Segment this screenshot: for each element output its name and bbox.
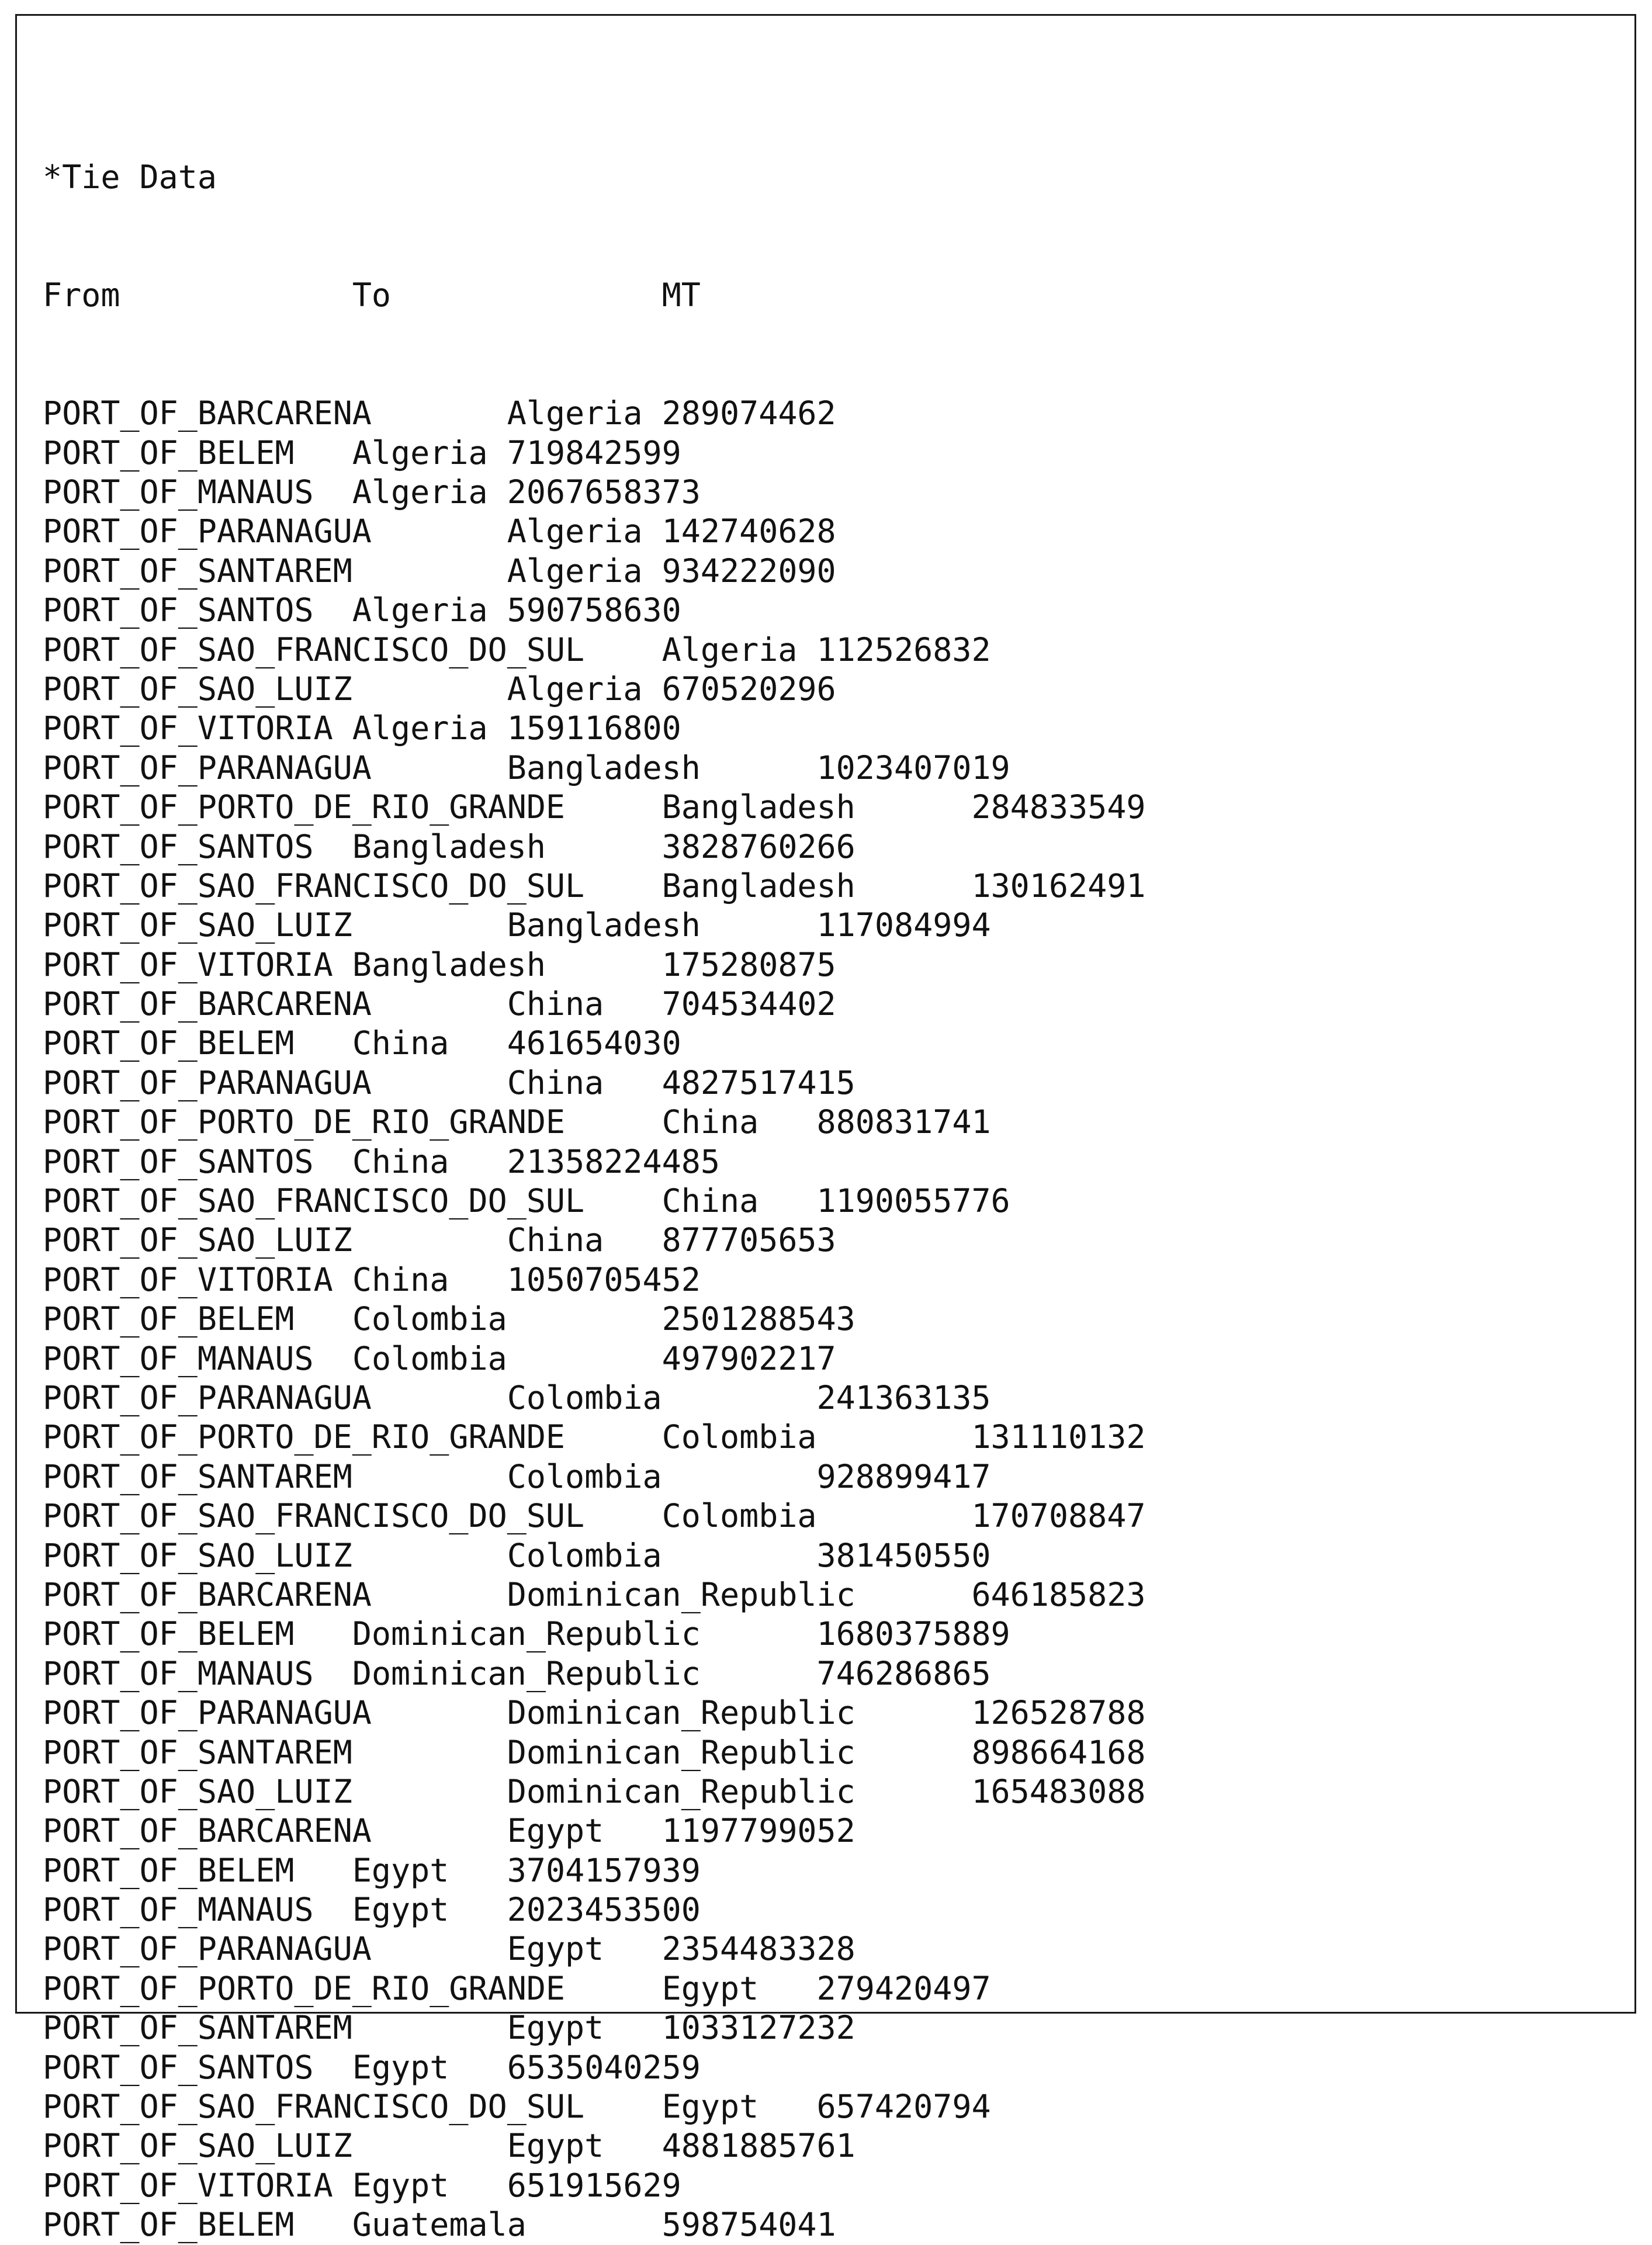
tie-row: [43, 630, 1145, 670]
tie-from-port: PORT_OF_SAO_LUIZ: [43, 1221, 352, 1259]
tie-from-port: PORT_OF_BELEM: [43, 1615, 295, 1653]
tie-mt-value: 880831741: [816, 1103, 991, 1141]
tie-from-port: PORT_OF_SAO_FRANCISCO_DO_SUL: [43, 1497, 585, 1535]
tie-mt-value: 1050705452: [507, 1260, 701, 1298]
tie-to-country: China: [352, 1260, 449, 1298]
tie-row: [43, 2087, 1145, 2126]
column-header-from: From: [43, 276, 120, 314]
tie-row: [43, 827, 1145, 867]
tie-from-port: PORT_OF_SANTAREM: [43, 1457, 352, 1495]
tie-row: [43, 1024, 1145, 1063]
tie-mt-value: 130162491: [971, 867, 1146, 905]
tie-to-country: China: [507, 1063, 604, 1101]
tie-mt-value: 21358224485: [507, 1142, 720, 1180]
tie-mt-value: 279420497: [816, 1969, 991, 2007]
tie-to-country: China: [662, 1182, 759, 1220]
tie-row: [43, 1733, 1145, 1772]
tie-to-country: Egypt: [507, 1930, 604, 1968]
tie-to-country: China: [352, 1024, 449, 1062]
tie-row: [43, 552, 1145, 591]
tie-row: [43, 1575, 1145, 1615]
tie-from-port: PORT_OF_VITORIA: [43, 709, 333, 747]
tie-mt-value: 461654030: [507, 1024, 681, 1062]
tie-row: [43, 1378, 1145, 1418]
tie-row: [43, 788, 1145, 827]
tie-mt-value: 131110132: [971, 1418, 1146, 1456]
tie-mt-value: 142740628: [662, 512, 836, 550]
tie-from-port: PORT_OF_SAO_LUIZ: [43, 1536, 352, 1574]
tie-row: [43, 434, 1145, 473]
tie-mt-value: 2354483328: [662, 1930, 856, 1968]
tie-to-country: Egypt: [662, 1969, 759, 2007]
tie-from-port: PORT_OF_BARCARENA: [43, 1812, 372, 1850]
column-header-row: [43, 276, 1145, 315]
tie-mt-value: 170708847: [971, 1497, 1146, 1535]
tie-from-port: PORT_OF_PARANAGUA: [43, 1378, 372, 1416]
tie-from-port: PORT_OF_PORTO_DE_RIO_GRANDE: [43, 788, 566, 826]
tie-mt-value: 4827517415: [662, 1063, 856, 1101]
tie-from-port: PORT_OF_SAO_LUIZ: [43, 670, 352, 708]
tie-from-port: PORT_OF_SAO_FRANCISCO_DO_SUL: [43, 630, 585, 668]
tie-from-port: PORT_OF_BELEM: [43, 1851, 295, 1889]
tie-from-port: PORT_OF_SAO_LUIZ: [43, 906, 352, 944]
tie-row: [43, 1496, 1145, 1536]
tie-mt-value: 719842599: [507, 434, 681, 472]
tie-row: [43, 945, 1145, 985]
tie-mt-value: 590758630: [507, 591, 681, 629]
column-header-mt: MT: [662, 276, 701, 314]
tie-from-port: PORT_OF_BELEM: [43, 1024, 295, 1062]
tie-to-country: Algeria: [352, 591, 488, 629]
tie-mt-value: 598754041: [662, 2206, 836, 2244]
tie-row: [43, 867, 1145, 906]
tie-row: [43, 2205, 1145, 2244]
tie-to-country: Algeria: [352, 709, 488, 747]
tie-row: [43, 1103, 1145, 1142]
tie-row: [43, 473, 1145, 512]
tie-row: [43, 1851, 1145, 1890]
tie-row: [43, 2048, 1145, 2087]
tie-to-country: Colombia: [662, 1497, 817, 1535]
tie-from-port: PORT_OF_MANAUS: [43, 1891, 314, 1929]
tie-to-country: Colombia: [352, 1339, 507, 1377]
tie-from-port: PORT_OF_VITORIA: [43, 945, 333, 983]
tie-mt-value: 651915629: [507, 2166, 681, 2204]
tie-to-country: Algeria: [352, 434, 488, 472]
tie-to-country: Algeria: [507, 552, 643, 590]
tie-to-country: Egypt: [662, 2088, 759, 2126]
tie-row: [43, 1654, 1145, 1693]
tie-to-country: Bangladesh: [507, 906, 701, 944]
tie-from-port: PORT_OF_SAO_FRANCISCO_DO_SUL: [43, 2088, 585, 2126]
tie-from-port: PORT_OF_SANTOS: [43, 827, 314, 865]
tie-from-port: PORT_OF_PORTO_DE_RIO_GRANDE: [43, 1969, 566, 2007]
tie-to-country: Algeria: [352, 473, 488, 511]
tie-mt-value: 284833549: [971, 788, 1146, 826]
tie-to-country: Colombia: [507, 1378, 662, 1416]
tie-row: [43, 512, 1145, 551]
tie-row: [43, 906, 1145, 945]
tie-mt-value: 1023407019: [816, 749, 1010, 787]
tie-from-port: PORT_OF_SANTAREM: [43, 1733, 352, 1771]
tie-row: [43, 1615, 1145, 1654]
tie-to-country: Bangladesh: [507, 749, 701, 787]
tie-to-country: Algeria: [507, 670, 643, 708]
tie-mt-value: 165483088: [971, 1772, 1146, 1810]
tie-row: [43, 1929, 1145, 1969]
tie-mt-value: 117084994: [816, 906, 991, 944]
tie-to-country: Colombia: [662, 1418, 817, 1456]
tie-to-country: Dominican_Republic: [352, 1615, 701, 1653]
tie-row: [43, 1221, 1145, 1260]
tie-mt-value: 877705653: [662, 1221, 836, 1259]
tie-to-country: Colombia: [352, 1300, 507, 1338]
tie-mt-value: 704534402: [662, 985, 836, 1023]
tie-from-port: PORT_OF_SANTOS: [43, 591, 314, 629]
tie-mt-value: 497902217: [662, 1339, 836, 1377]
tie-row: [43, 1339, 1145, 1378]
tie-from-port: PORT_OF_PORTO_DE_RIO_GRANDE: [43, 1103, 566, 1141]
tie-row: [43, 1811, 1145, 1851]
tie-row: [43, 1457, 1145, 1496]
tie-row: [43, 1890, 1145, 1929]
tie-from-port: PORT_OF_PORTO_DE_RIO_GRANDE: [43, 1418, 566, 1456]
tie-mt-value: 657420794: [816, 2088, 991, 2126]
tie-to-country: Dominican_Republic: [507, 1772, 856, 1810]
tie-from-port: PORT_OF_BARCARENA: [43, 1575, 372, 1613]
tie-from-port: PORT_OF_SANTOS: [43, 1142, 314, 1180]
tie-mt-value: 1197799052: [662, 1812, 856, 1850]
tie-to-country: China: [507, 985, 604, 1023]
tie-from-port: PORT_OF_BELEM: [43, 1300, 295, 1338]
tie-from-port: PORT_OF_SANTAREM: [43, 552, 352, 590]
tie-from-port: PORT_OF_MANAUS: [43, 1339, 314, 1377]
tie-from-port: PORT_OF_PARANAGUA: [43, 749, 372, 787]
tie-mt-value: 646185823: [971, 1575, 1146, 1613]
tie-to-country: Bangladesh: [662, 867, 856, 905]
tie-mt-value: 746286865: [816, 1654, 991, 1692]
tie-to-country: Egypt: [352, 2166, 449, 2204]
tie-row: [43, 670, 1145, 709]
tie-to-country: Colombia: [507, 1536, 662, 1574]
tie-from-port: PORT_OF_BARCARENA: [43, 394, 372, 432]
tie-to-country: Algeria: [507, 394, 643, 432]
tie-mt-value: 381450550: [816, 1536, 991, 1574]
tie-to-country: China: [352, 1142, 449, 1180]
tie-from-port: PORT_OF_SAO_LUIZ: [43, 2127, 352, 2165]
tie-mt-value: 1033127232: [662, 2009, 856, 2047]
tie-from-port: PORT_OF_BELEM: [43, 2206, 295, 2244]
tie-mt-value: 928899417: [816, 1457, 991, 1495]
tie-row: [43, 2166, 1145, 2205]
tie-mt-value: 1190055776: [816, 1182, 1010, 1220]
tie-row: [43, 1418, 1145, 1457]
tie-from-port: PORT_OF_PARANAGUA: [43, 1063, 372, 1101]
tie-mt-value: 898664168: [971, 1733, 1146, 1771]
tie-mt-value: 670520296: [662, 670, 836, 708]
tie-mt-value: 241363135: [816, 1378, 991, 1416]
tie-to-country: China: [507, 1221, 604, 1259]
document-frame: [15, 14, 1636, 2244]
tie-row: [43, 1772, 1145, 1811]
tie-row: [43, 591, 1145, 630]
tie-data-listing: [43, 79, 1145, 2245]
tie-mt-value: 2067658373: [507, 473, 701, 511]
tie-from-port: PORT_OF_SAO_FRANCISCO_DO_SUL: [43, 867, 585, 905]
tie-mt-value: 175280875: [662, 945, 836, 983]
tie-to-country: Algeria: [507, 512, 643, 550]
tie-mt-value: 126528788: [971, 1694, 1146, 1732]
tie-from-port: PORT_OF_PARANAGUA: [43, 1930, 372, 1968]
tie-row: [43, 1693, 1145, 1733]
tie-to-country: Dominican_Republic: [352, 1654, 701, 1692]
tie-mt-value: 3828760266: [662, 827, 856, 865]
tie-row: [43, 985, 1145, 1024]
tie-row: [43, 749, 1145, 788]
tie-from-port: PORT_OF_VITORIA: [43, 2166, 333, 2204]
tie-row: [43, 1300, 1145, 1339]
tie-row: [43, 1536, 1145, 1575]
tie-mt-value: 289074462: [662, 394, 836, 432]
tie-row: [43, 1260, 1145, 1300]
tie-to-country: Egypt: [352, 2048, 449, 2086]
tie-to-country: Egypt: [507, 2127, 604, 2165]
tie-to-country: Bangladesh: [352, 945, 546, 983]
tie-mt-value: 159116800: [507, 709, 681, 747]
tie-to-country: Egypt: [352, 1891, 449, 1929]
tie-row: [43, 1182, 1145, 1221]
tie-from-port: PORT_OF_SANTAREM: [43, 2009, 352, 2047]
tie-from-port: PORT_OF_PARANAGUA: [43, 512, 372, 550]
tie-from-port: PORT_OF_MANAUS: [43, 1654, 314, 1692]
tie-from-port: PORT_OF_BARCARENA: [43, 985, 372, 1023]
column-header-to: To: [352, 276, 392, 314]
tie-from-port: PORT_OF_BELEM: [43, 434, 295, 472]
tie-to-country: Egypt: [507, 1812, 604, 1850]
tie-row: [43, 1142, 1145, 1182]
tie-to-country: Algeria: [662, 630, 798, 668]
tie-to-country: Colombia: [507, 1457, 662, 1495]
tie-from-port: PORT_OF_SAO_LUIZ: [43, 1772, 352, 1810]
tie-to-country: Dominican_Republic: [507, 1694, 856, 1732]
tie-to-country: Bangladesh: [352, 827, 546, 865]
tie-mt-value: 112526832: [816, 630, 991, 668]
tie-row: [43, 2126, 1145, 2166]
tie-to-country: Dominican_Republic: [507, 1733, 856, 1771]
tie-mt-value: 3704157939: [507, 1851, 701, 1889]
tie-row: [43, 1063, 1145, 1103]
tie-mt-value: 2501288543: [662, 1300, 856, 1338]
tie-from-port: PORT_OF_SANTOS: [43, 2048, 314, 2086]
tie-from-port: PORT_OF_PARANAGUA: [43, 1694, 372, 1732]
tie-mt-value: 2023453500: [507, 1891, 701, 1929]
tie-mt-value: 1680375889: [816, 1615, 1010, 1653]
tie-from-port: PORT_OF_SAO_FRANCISCO_DO_SUL: [43, 1182, 585, 1220]
tie-data-header: *Tie Data: [43, 158, 217, 196]
tie-to-country: Bangladesh: [662, 788, 856, 826]
tie-to-country: China: [662, 1103, 759, 1141]
tie-from-port: PORT_OF_MANAUS: [43, 473, 314, 511]
tie-to-country: Dominican_Republic: [507, 1575, 856, 1613]
tie-to-country: Guatemala: [352, 2206, 527, 2244]
tie-row: [43, 2008, 1145, 2047]
tie-mt-value: 934222090: [662, 552, 836, 590]
tie-to-country: Egypt: [352, 1851, 449, 1889]
tie-row: [43, 394, 1145, 433]
tie-from-port: PORT_OF_VITORIA: [43, 1260, 333, 1298]
tie-mt-value: 6535040259: [507, 2048, 701, 2086]
tie-to-country: Egypt: [507, 2009, 604, 2047]
tie-row: [43, 709, 1145, 748]
tie-row: [43, 1969, 1145, 2008]
tie-mt-value: 4881885761: [662, 2127, 856, 2165]
